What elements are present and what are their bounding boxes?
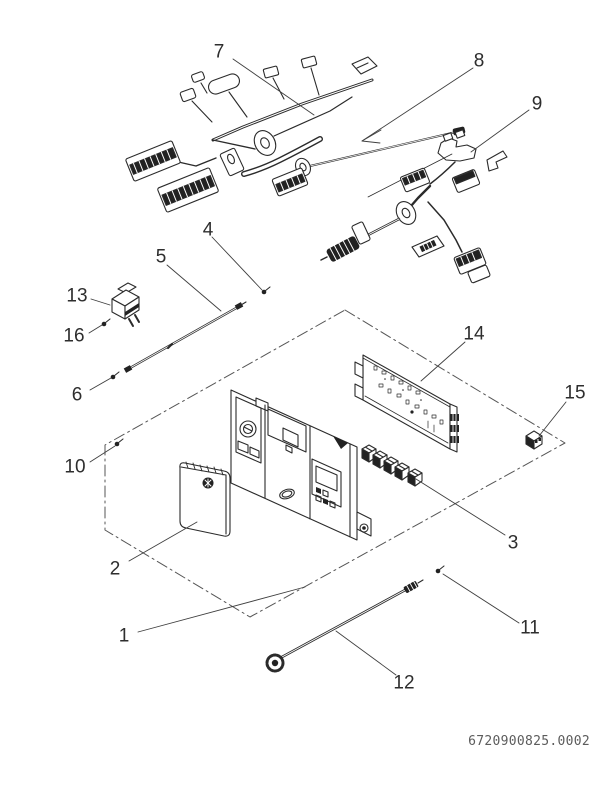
screw-4	[262, 287, 270, 294]
callout-12: 12	[393, 672, 415, 694]
ribbed-connector	[125, 141, 180, 182]
callout-8: 8	[473, 50, 485, 72]
knurled-knob	[203, 478, 214, 489]
plug-connector	[400, 168, 430, 193]
ribbed-connector	[157, 167, 219, 212]
id-tag	[412, 236, 444, 257]
terminal-connectors	[362, 445, 422, 486]
screw-11	[436, 566, 444, 573]
sensor-cable	[267, 580, 423, 671]
callout-16: 16	[63, 325, 85, 347]
grommet-ring	[250, 127, 280, 159]
callout-5: 5	[155, 246, 167, 268]
capillary-rod	[124, 302, 246, 373]
callout-15: 15	[564, 382, 586, 404]
cable-connector	[272, 168, 308, 197]
screw-6	[111, 372, 119, 379]
wiring-harness-sensor	[321, 130, 507, 283]
clip-connector	[526, 431, 542, 449]
callout-4: 4	[202, 219, 214, 241]
callout-9: 9	[531, 93, 543, 115]
switch	[112, 283, 139, 326]
callout-2: 2	[109, 558, 121, 580]
branch-connectors	[180, 56, 319, 122]
ribbed-sleeve	[326, 235, 361, 262]
callout-13: 13	[66, 285, 88, 307]
drawing-number: 6720900825.0002	[468, 734, 590, 749]
control-panel-housing	[231, 390, 371, 540]
relay-box	[452, 169, 480, 193]
wiring-harness-main	[125, 56, 377, 213]
front-cover	[180, 462, 230, 536]
callout-14: 14	[463, 323, 485, 345]
callout-1: 1	[118, 625, 130, 647]
knurled-plug	[267, 655, 283, 671]
edge-connectors	[450, 414, 459, 443]
screw-10	[115, 439, 123, 446]
screw-16	[102, 319, 110, 326]
callout-11: 11	[520, 617, 540, 639]
callout-10: 10	[64, 456, 86, 478]
callout-6: 6	[71, 384, 83, 406]
callout-3: 3	[507, 532, 519, 554]
callout-7: 7	[213, 41, 225, 63]
